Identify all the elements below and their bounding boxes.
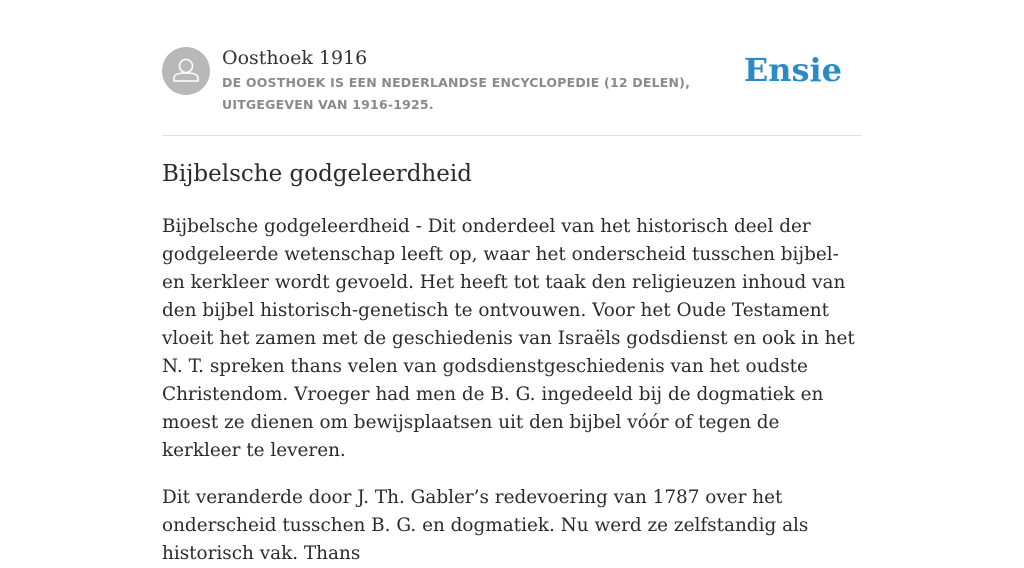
user-avatar-icon[interactable] [162, 47, 210, 95]
author-header [162, 0, 862, 136]
article-title: Bijbelsche godgeleerdheid [162, 161, 472, 187]
author-description: DE OOSTHOEK IS EEN NEDERLANDSE ENCYCLOPEDIE (12 DELEN), UITGEGEVEN VAN 1916-1925. [222, 75, 691, 112]
article-paragraph: Bijbelsche godgeleerdheid - Dit onderdeel van het historisch deel der godgeleerde wetenschap leeft op, waar het onderscheid tusschen bijbel- en kerkleer wordt gevoeld. Het heeft tot taak den religieuzen inhoud van den bijbel historisch-genetisch te ontvouwen. Voor het Oude Testament vloeit het zamen met de geschiedenis van Israëls godsdienst en ook in het N. T. spreken thans velen van godsdienstgeschiedenis van het oudste Christendom. Vroeger had men de B. G. ingedeeld bij de dogmatiek en moest ze dienen om bewijsplaatsen uit den bijbel vóór of tegen de kerkleer te leveren. [162, 216, 855, 461]
ensie-logo[interactable]: Ensie [743, 51, 842, 89]
article-body [162, 213, 862, 568]
article-paragraph: Dit veranderde door J. Th. Gabler’s redevoering van 1787 over het onderscheid tusschen B. G. en dogmatiek. Nu werd ze zelfstandig als historisch vak. Thans [162, 487, 809, 564]
page [162, 0, 862, 568]
author-name[interactable]: Oosthoek 1916 [222, 47, 368, 69]
user-avatar-glyph [162, 47, 210, 95]
